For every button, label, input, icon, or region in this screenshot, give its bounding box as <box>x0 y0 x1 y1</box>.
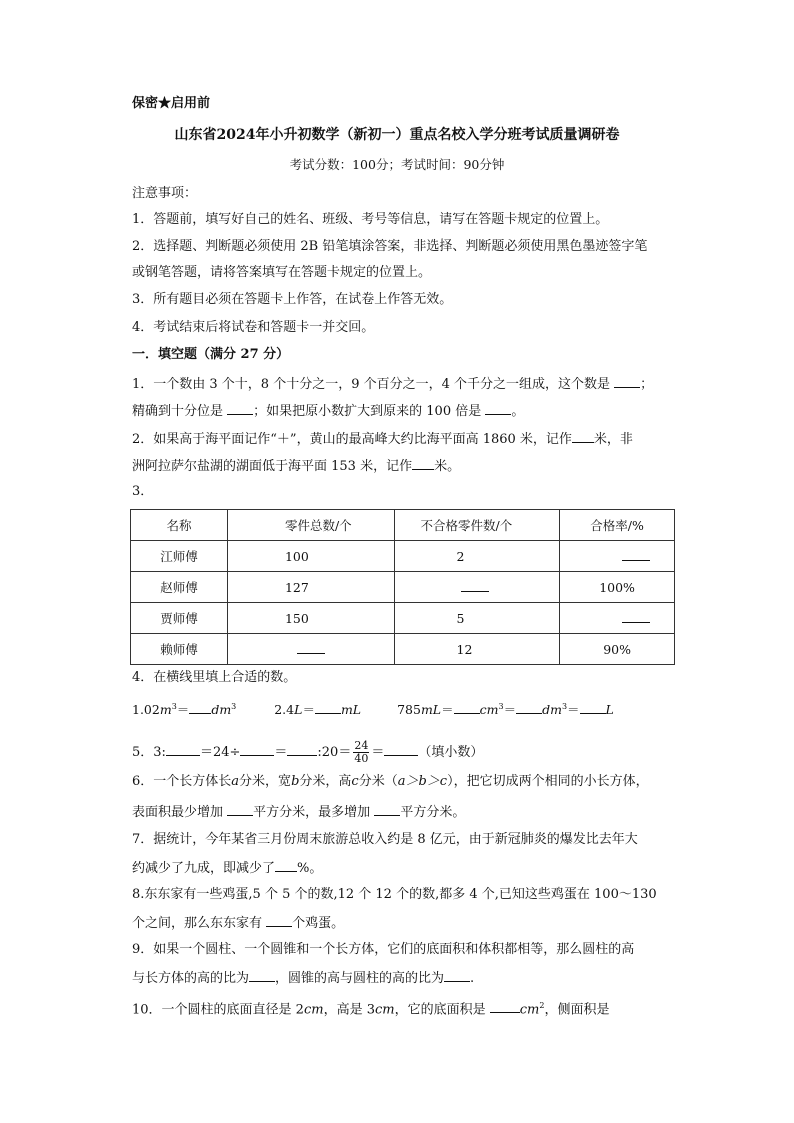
answer-blank[interactable] <box>412 457 434 470</box>
fraction-denominator: 40 <box>354 752 369 765</box>
table-row <box>131 541 675 572</box>
q6-text: 分米，高 <box>299 774 352 789</box>
table-cell <box>394 572 560 603</box>
q5-eq: ＝24÷ <box>199 745 241 760</box>
q7-text: %。 <box>297 861 323 876</box>
q4-e1-unit: m <box>159 702 172 718</box>
q6-text: 平方分米。 <box>400 805 466 820</box>
q10-text: 10．一个圆柱的底面直径是 2 <box>132 1002 304 1018</box>
question-7-line-b <box>132 859 677 877</box>
answer-blank[interactable] <box>275 859 297 872</box>
q9-text: . <box>470 971 475 986</box>
table-cell: 贾师傅 <box>131 603 228 634</box>
q6-text: ），把它切成两个相同的小长方体， <box>447 774 649 789</box>
note-2b: 或钢笔答题，请将答案填写在答题卡规定的位置上。 <box>132 265 432 280</box>
table-row <box>131 634 675 665</box>
note-1: 1．答题前，填写好自己的姓名、班级、考号等信息，请写在答题卡规定的位置上。 <box>132 212 609 227</box>
answer-blank[interactable] <box>461 581 489 592</box>
q5-tail: （填小数） <box>418 745 484 760</box>
section-1-heading: 一．填空题（满分 27 分） <box>132 347 290 362</box>
q6-text: 表面积最少增加 <box>132 805 224 820</box>
answer-blank[interactable] <box>166 735 200 756</box>
exponent: 3 <box>498 702 504 711</box>
q8-text: 个鸡蛋。 <box>292 916 345 931</box>
equals: ＝ <box>176 702 190 718</box>
question-9-line-b <box>132 969 677 987</box>
q4-e2-unit2: mL <box>340 702 362 718</box>
q7-text: 约减少了九成，即减少了 <box>132 861 276 876</box>
answer-blank[interactable] <box>485 402 511 415</box>
table-row <box>131 572 675 603</box>
q4-e3-unit3: dm <box>542 702 562 718</box>
exam-info: 考试分数：100分；考试时间：90分钟 <box>289 157 505 172</box>
table-cell <box>560 541 675 572</box>
equals: ＝ <box>371 745 385 760</box>
answer-blank[interactable] <box>249 969 275 982</box>
answer-blank[interactable] <box>444 969 470 982</box>
question-8-line-a: 8.东东家有一些鸡蛋,5 个 5 个的数,12 个 12 个的数,都多 4 个,已知这些鸡蛋在 100～130 <box>132 887 657 902</box>
q10-text: ，它的底面积是 <box>394 1002 486 1018</box>
q4-e3-number: 785 <box>397 702 421 718</box>
question-6-line-b <box>132 803 677 821</box>
question-1-line-b <box>132 402 677 420</box>
question-2-line-a <box>132 430 677 448</box>
var-a: a <box>231 774 240 789</box>
q4-e3-unit2: cm <box>479 702 499 718</box>
question-9-line-a: 9．如果一个圆柱、一个圆锥和一个长方体，它们的底面积和体积都相等，那么圆柱的高 <box>132 942 635 957</box>
q1-text-b1: 精确到十分位是 <box>132 404 224 419</box>
answer-blank[interactable] <box>384 735 418 756</box>
answer-blank[interactable] <box>374 803 400 816</box>
notes-heading: 注意事项： <box>132 186 198 201</box>
q10-text: ，侧面积是 <box>544 1002 610 1018</box>
table-cell: 127 <box>227 572 394 603</box>
table-header: 合格率/% <box>560 510 675 541</box>
question-4-expressions <box>132 699 677 718</box>
q3-table <box>130 509 675 665</box>
fraction-numerator: 24 <box>354 739 369 752</box>
table-header-row <box>131 510 675 541</box>
q6-text: 平方分米，最多增加 <box>253 805 371 820</box>
table-cell: 12 <box>394 634 560 665</box>
q5-lead: 5．3: <box>132 745 166 760</box>
table-cell: 赖师傅 <box>131 634 228 665</box>
question-3-number: 3． <box>132 484 154 499</box>
answer-blank[interactable] <box>622 612 650 623</box>
answer-blank[interactable] <box>490 1000 520 1013</box>
unit-cm: cm <box>519 1002 540 1018</box>
answer-blank[interactable] <box>315 701 341 714</box>
q1-text-b2: ；如果把原小数扩大到原来的 100 倍是 <box>253 404 482 419</box>
q4-e3-unit: mL <box>420 702 442 718</box>
table-header: 名称 <box>131 510 228 541</box>
inequality: a＞b＞c <box>397 774 448 789</box>
answer-blank[interactable] <box>622 550 650 561</box>
answer-blank[interactable] <box>516 701 542 714</box>
q2-text-b1: 洲阿拉萨尔盐湖的湖面低于海平面 153 米，记作 <box>132 459 413 474</box>
table-header: 不合格零件数/个 <box>394 510 560 541</box>
unit-cm: cm <box>374 1002 395 1018</box>
q8-text: 个之间，那么东东家有 <box>132 916 263 931</box>
table-cell: 5 <box>394 603 560 634</box>
question-8-line-b <box>132 914 677 932</box>
answer-blank[interactable] <box>189 701 211 714</box>
question-6-line-a <box>132 774 677 790</box>
unit-cm: cm <box>303 1002 324 1018</box>
q1-text-a-end: ； <box>640 377 654 392</box>
table-cell: 100% <box>560 572 675 603</box>
note-3: 3．所有题目必须在答题卡上作答，在试卷上作答无效。 <box>132 292 453 307</box>
q2-text-b2: 米。 <box>434 459 461 474</box>
q2-text-a2: 米，非 <box>593 432 633 447</box>
table-cell: 90% <box>560 634 675 665</box>
equals: ＝ <box>274 745 288 760</box>
q1-text-b-end: 。 <box>511 404 525 419</box>
answer-blank[interactable] <box>240 735 274 756</box>
answer-blank[interactable] <box>580 701 606 714</box>
q6-text: 分米（ <box>358 774 398 789</box>
fraction-24-40 <box>353 740 369 765</box>
table-cell: 100 <box>227 541 394 572</box>
q1-text-a: 1．一个数由 3 个十，8 个十分之一，9 个百分之一，4 个千分之一组成，这个数是 <box>132 377 611 392</box>
answer-blank[interactable] <box>227 402 253 415</box>
note-4: 4．考试结束后将试卷和答题卡一并交回。 <box>132 320 375 335</box>
exponent: 3 <box>171 702 177 711</box>
answer-blank[interactable] <box>454 701 480 714</box>
exponent: 2 <box>539 1001 545 1010</box>
q6-text: 分米，宽 <box>239 774 292 789</box>
answer-blank[interactable] <box>572 430 594 443</box>
table-cell: 2 <box>394 541 560 572</box>
table-cell: 江师傅 <box>131 541 228 572</box>
answer-blank[interactable] <box>614 375 640 388</box>
table-header: 零件总数/个 <box>227 510 394 541</box>
q9-text: 与长方体的高的比为 <box>132 971 250 986</box>
equals: ＝ <box>567 702 580 718</box>
q9-text: ，圆锥的高与圆柱的高的比为 <box>275 971 445 986</box>
question-4-text: 4．在横线里填上合适的数。 <box>132 670 297 685</box>
question-5 <box>132 735 677 765</box>
exponent: 3 <box>231 702 237 711</box>
var-b: b <box>291 774 300 789</box>
q4-e3-unit4: L <box>605 702 614 718</box>
exponent: 3 <box>561 702 568 711</box>
answer-blank[interactable] <box>287 735 317 756</box>
table-cell: 150 <box>227 603 394 634</box>
q4-e2-number: 2.4 <box>274 702 295 718</box>
confidential-label: 保密★启用前 <box>132 96 211 111</box>
q2-text-a1: 2．如果高于海平面记作“＋”，黄山的最高峰大约比海平面高 1860 米，记作 <box>132 432 572 447</box>
exam-title: 山东省2024年小升初数学（新初一）重点名校入学分班考试质量调研卷 <box>174 127 620 143</box>
table-row <box>131 603 675 634</box>
answer-blank[interactable] <box>297 643 325 654</box>
q4-e1-number: 1.02 <box>132 702 160 718</box>
equals: ＝ <box>302 702 315 718</box>
answer-blank[interactable] <box>266 914 292 927</box>
q4-e1-unit2: dm <box>211 702 232 718</box>
question-10-line-a <box>132 998 677 1018</box>
q6-text: 6．一个长方体长 <box>132 774 232 789</box>
table-cell: 赵师傅 <box>131 572 228 603</box>
var-c: c <box>351 774 359 789</box>
table-cell <box>560 603 675 634</box>
answer-blank[interactable] <box>227 803 253 816</box>
question-2-line-b <box>132 457 677 475</box>
question-1-line-a <box>132 375 677 393</box>
q4-e2-unit: L <box>294 702 303 718</box>
q10-text: ，高是 3 <box>323 1002 375 1018</box>
table-cell <box>227 634 394 665</box>
note-2a: 2．选择题、判断题必须使用 2B 铅笔填涂答案，非选择、判断题必须使用黑色墨迹签字笔 <box>132 239 648 254</box>
question-7-line-a: 7．据统计，今年某省三月份周末旅游总收入约是 8 亿元，由于新冠肺炎的爆发比去年大 <box>132 832 638 847</box>
equals: ＝ <box>441 702 454 718</box>
q5-colon-20: :20＝ <box>317 745 352 760</box>
equals: ＝ <box>503 702 517 718</box>
